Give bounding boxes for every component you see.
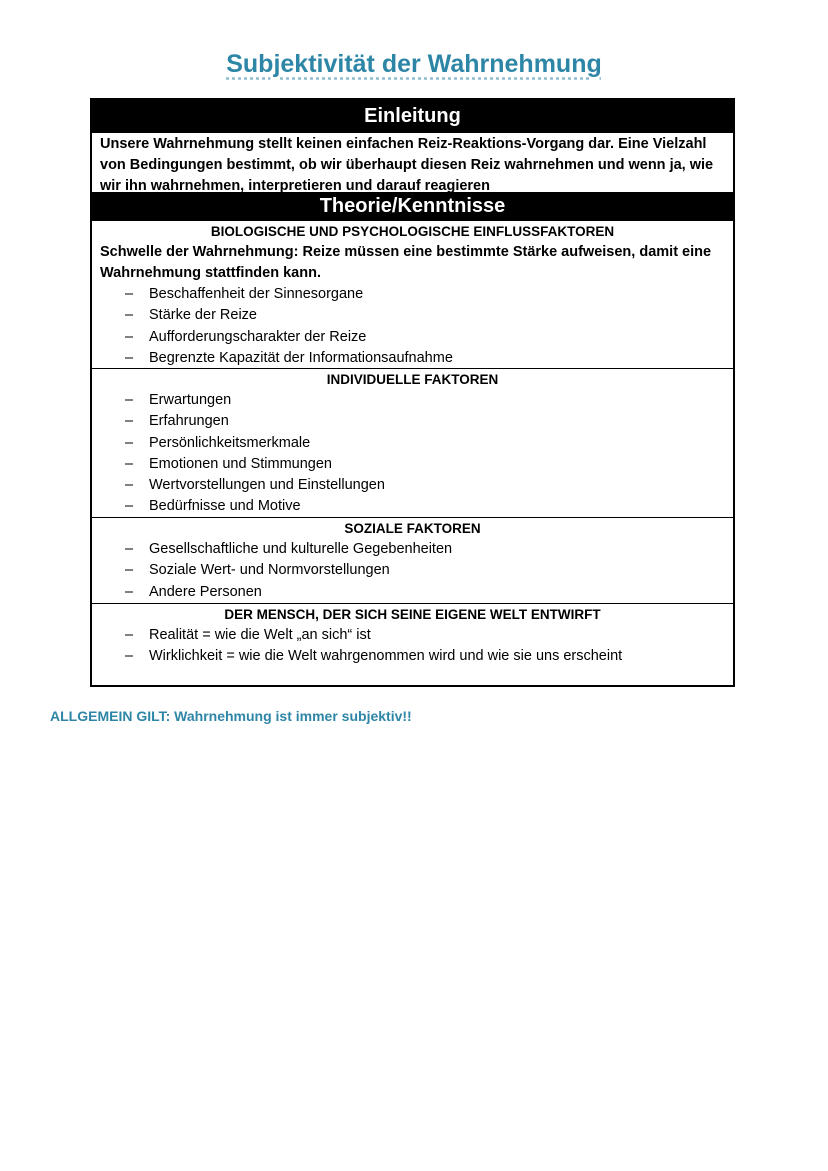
dash-marker: –	[125, 349, 134, 366]
intro-line: von Bedingungen bestimmt, ob wir überhaupt diesen Reiz wahrnehmen und wenn ja, wie	[100, 157, 714, 173]
content-table	[90, 98, 735, 687]
individual-factors-list	[92, 390, 733, 518]
dash-marker: –	[125, 541, 134, 557]
dash-marker: –	[125, 328, 134, 345]
dash-marker: –	[125, 583, 134, 600]
threshold-line: Wahrnehmung stattfinden kann.	[100, 265, 321, 281]
human-world-list	[92, 625, 733, 668]
human-world-heading: DER MENSCH, DER SICH SEINE EIGENE WELT ENTWIRFT	[224, 607, 601, 622]
individual-factors-heading: INDIVIDUELLE FAKTOREN	[326, 372, 499, 387]
list-item-label: Realität = wie die Welt „an sich“ ist	[149, 627, 371, 643]
list-item	[92, 305, 733, 326]
intro-header: Einleitung	[92, 100, 733, 133]
list-item	[92, 327, 733, 348]
social-factors-list	[92, 539, 733, 603]
dash-marker: –	[125, 286, 134, 302]
dash-marker: –	[125, 392, 134, 408]
biological-factors-heading: BIOLOGISCHE UND PSYCHOLOGISCHE EINFLUSSFAKTOREN	[210, 224, 615, 239]
social-factors-heading: SOZIALE FAKTOREN	[344, 521, 481, 536]
conclusion-text: ALLGEMEIN GILT: Wahrnehmung ist immer subjektiv!!	[50, 708, 412, 724]
dash-marker: –	[125, 455, 134, 472]
dash-marker: –	[125, 477, 134, 494]
threshold-text	[92, 242, 733, 284]
list-item	[92, 539, 733, 560]
list-item	[92, 284, 733, 305]
list-item-label: Beschaffenheit der Sinnesorgane	[149, 286, 364, 302]
list-item	[92, 625, 733, 646]
list-item	[92, 411, 733, 432]
human-world-block	[92, 604, 733, 686]
list-item-label: Gesellschaftliche und kulturelle Gegebenheiten	[149, 541, 453, 557]
list-item	[92, 454, 733, 475]
list-item-label: Erfahrungen	[149, 413, 229, 430]
list-item-label: Wertvorstellungen und Einstellungen	[149, 477, 385, 494]
intro-text	[92, 133, 733, 192]
list-item-label: Emotionen und Stimmungen	[149, 455, 332, 472]
list-item	[92, 560, 733, 581]
list-item	[92, 433, 733, 454]
biological-factors-list	[92, 284, 733, 369]
individual-factors-block	[92, 369, 733, 518]
list-item-label: Persönlichkeitsmerkmale	[149, 434, 311, 451]
dash-marker: –	[125, 498, 134, 515]
list-item-label: Begrenzte Kapazität der Informationsaufnahme	[149, 349, 453, 366]
threshold-line: Schwelle der Wahrnehmung: Reize müssen eine bestimmte Stärke aufweisen, damit eine	[100, 244, 712, 260]
intro-line: Unsere Wahrnehmung stellt keinen einfachen Reiz-Reaktions-Vorgang dar. Eine Vielzahl	[100, 136, 707, 152]
dash-marker: –	[125, 434, 134, 451]
dash-marker: –	[125, 648, 134, 665]
list-item-label: Erwartungen	[149, 392, 232, 408]
list-item-label: Aufforderungscharakter der Reize	[149, 328, 367, 345]
list-item	[92, 475, 733, 496]
dash-marker: –	[125, 562, 134, 579]
dash-marker: –	[125, 627, 134, 643]
dash-marker: –	[125, 307, 134, 324]
social-factors-block	[92, 518, 733, 604]
list-item-label: Wirklichkeit = wie die Welt wahrgenommen wird und wie sie uns erscheint	[149, 648, 623, 665]
list-item-label: Stärke der Reize	[149, 307, 257, 324]
list-item	[92, 646, 733, 667]
list-item	[92, 348, 733, 369]
list-item	[92, 390, 733, 411]
list-item-label: Soziale Wert- und Normvorstellungen	[149, 562, 390, 579]
list-item-label: Bedürfnisse und Motive	[149, 498, 301, 515]
dash-marker: –	[125, 413, 134, 430]
theory-header: Theorie/Kenntnisse	[92, 192, 733, 221]
list-item	[92, 582, 733, 603]
page-title: Subjektivität der Wahrnehmung	[226, 50, 602, 78]
intro-line: wir ihn wahrnehmen, interpretieren und darauf reagieren	[100, 178, 490, 194]
biological-factors-block	[92, 221, 733, 369]
list-item	[92, 496, 733, 517]
list-item-label: Andere Personen	[149, 583, 262, 600]
